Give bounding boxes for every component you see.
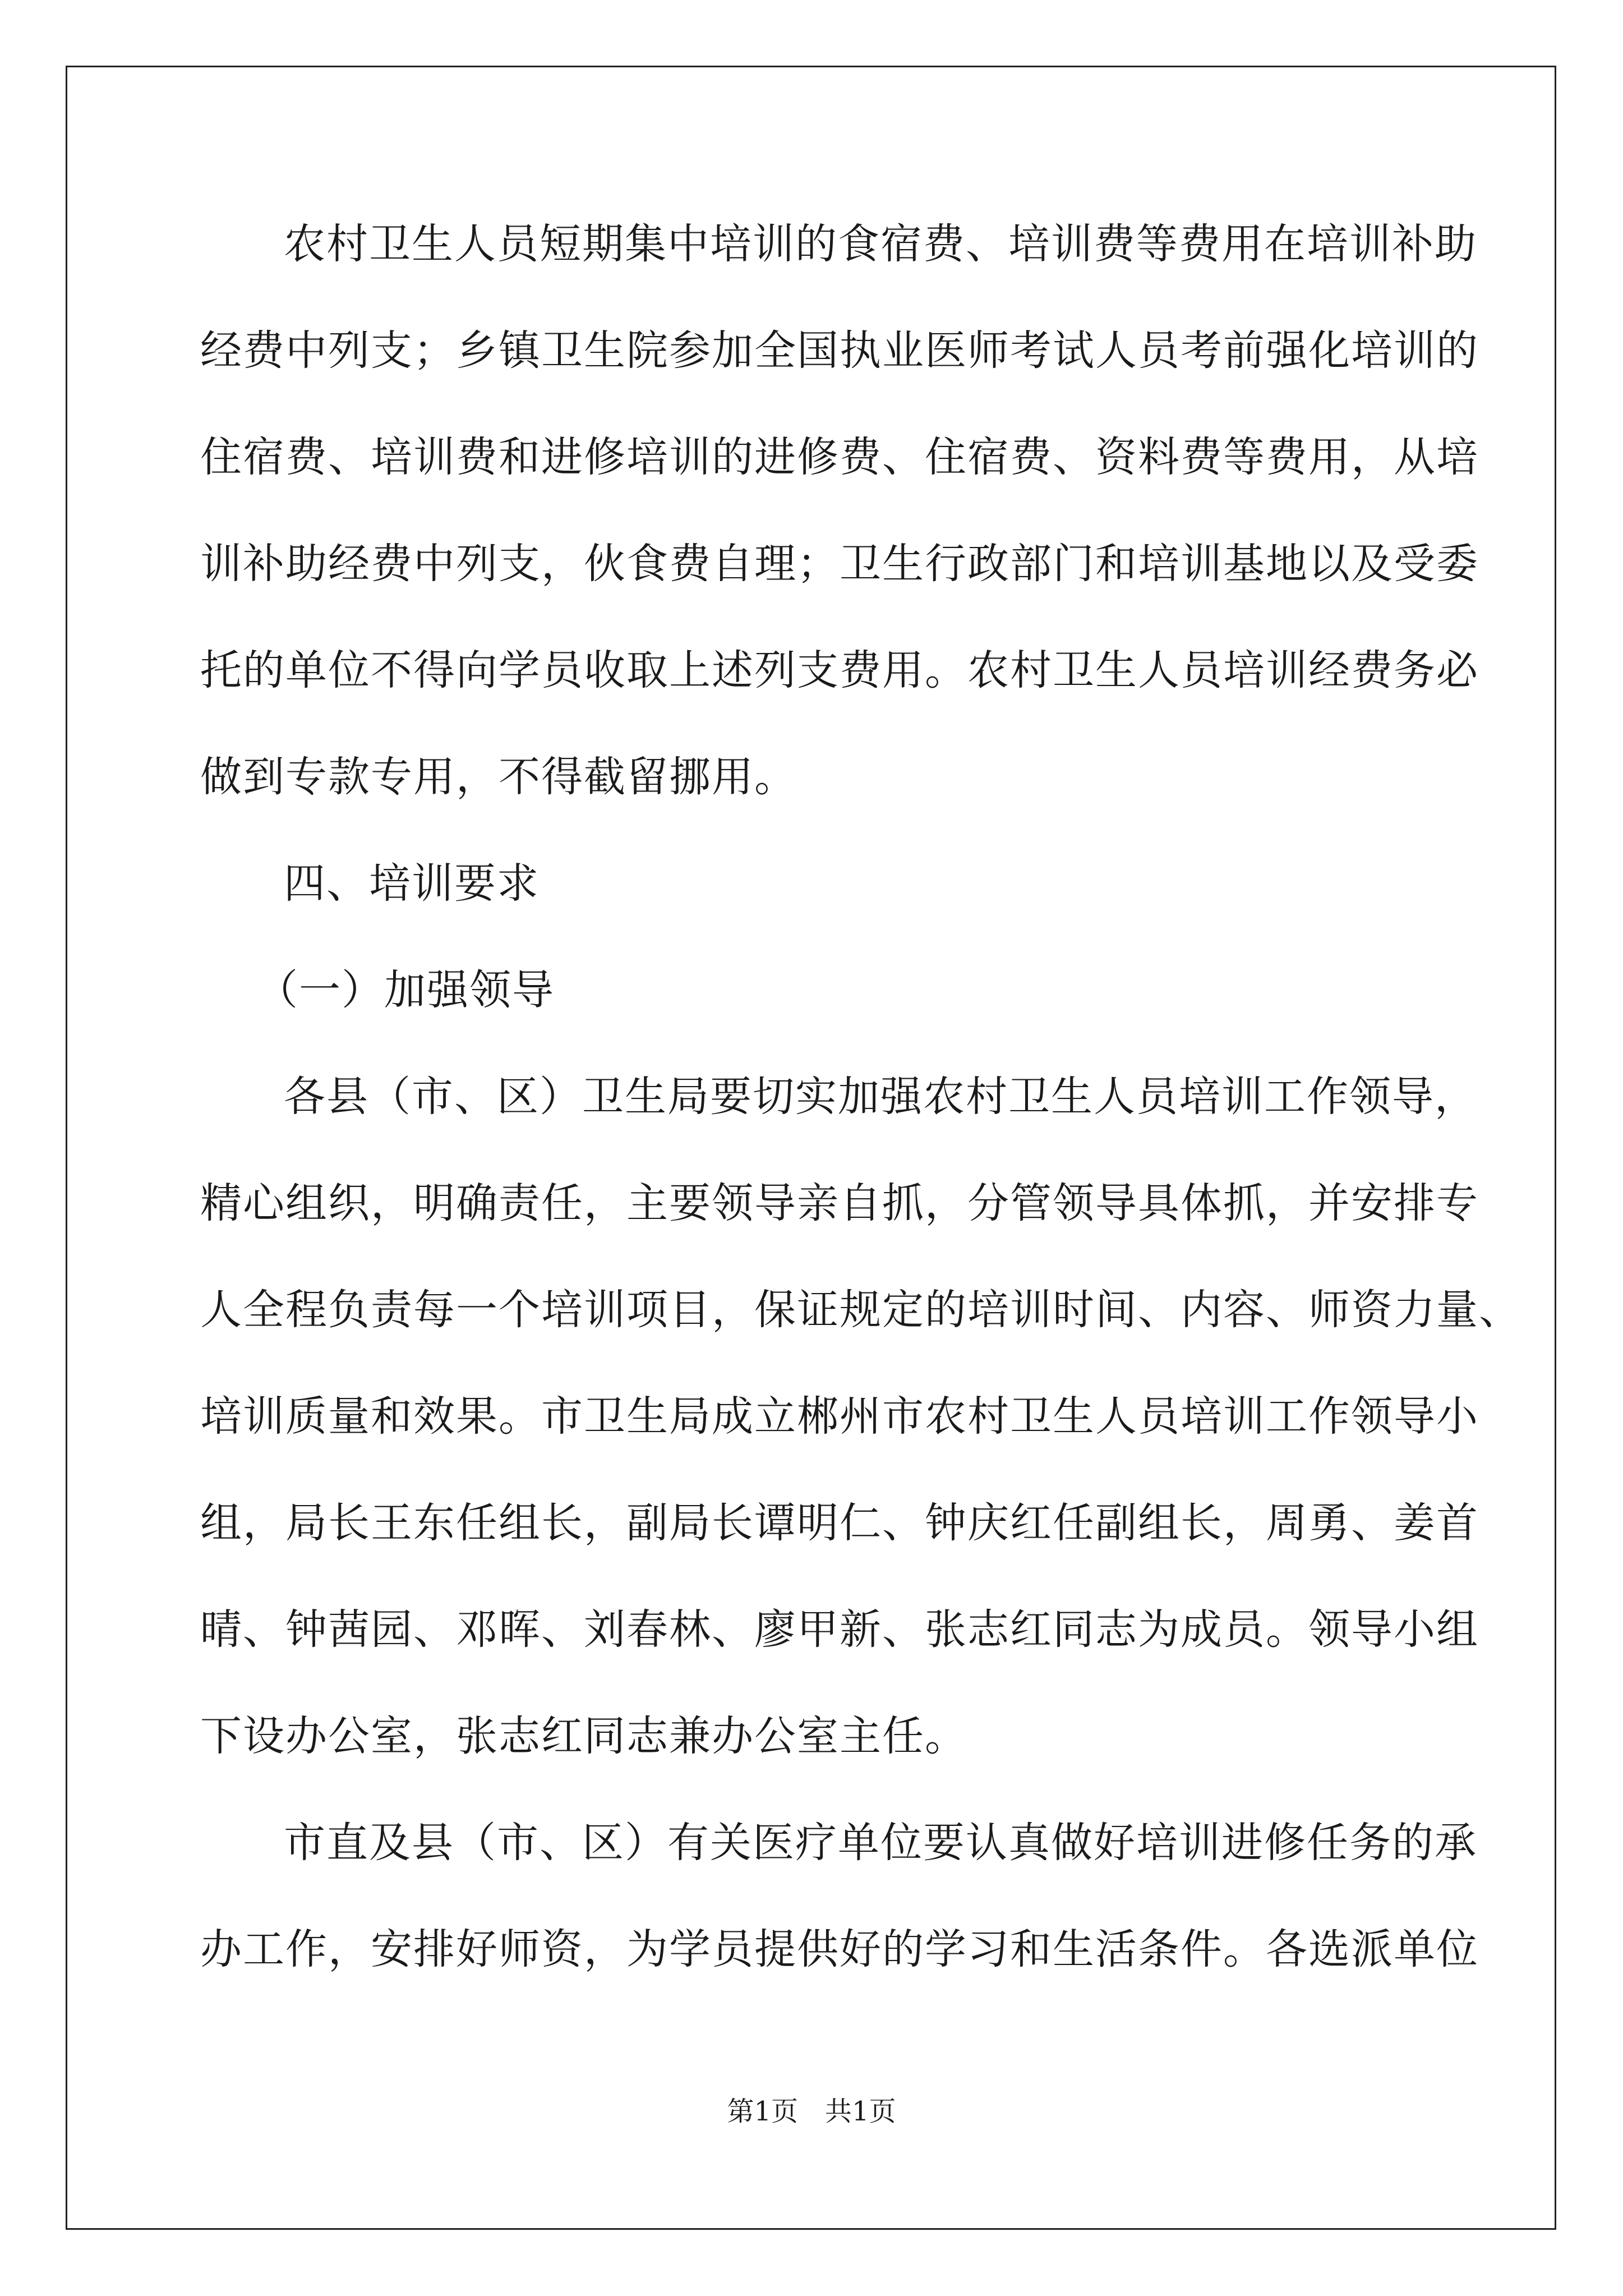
section-heading: 四、培训要求	[284, 859, 540, 908]
paragraph-line-4: 训补助经费中列支，伙食费自理；卫生行政部门和培训基地以及受委	[200, 540, 1479, 588]
paragraph-line-16: 市直及县（市、区）有关医疗单位要认真做好培训进修任务的承	[284, 1819, 1477, 1867]
page-number: 第1页 共1页	[727, 2096, 896, 2127]
paragraph-line-6: 做到专款专用，不得截留挪用。	[200, 753, 797, 801]
page-footer	[0, 2095, 1623, 2128]
paragraph-line-10: 精心组织，明确责任，主要领导亲自抓，分管领导具体抓，并安排专	[200, 1179, 1479, 1227]
paragraph-line-5: 托的单位不得向学员收取上述列支费用。农村卫生人员培训经费务必	[200, 646, 1479, 694]
paragraph-line-3: 住宿费、培训费和进修培训的进修费、住宿费、资料费等费用，从培	[200, 433, 1479, 481]
paragraph-line-15: 下设办公室，张志红同志兼办公室主任。	[200, 1712, 967, 1760]
paragraph-line-13: 组，局长王东任组长，副局长谭明仁、钟庆红任副组长，周勇、姜首	[200, 1499, 1479, 1547]
paragraph-line-2: 经费中列支；乡镇卫生院参加全国执业医师考试人员考前强化培训的	[200, 326, 1479, 375]
subsection-heading: （一）加强领导	[256, 966, 555, 1014]
paragraph-line-11: 人全程负责每一个培训项目，保证规定的培训时间、内容、师资力量、	[200, 1286, 1521, 1334]
paragraph-line-1: 农村卫生人员短期集中培训的食宿费、培训费等费用在培训补助	[284, 220, 1477, 268]
paragraph-line-9: 各县（市、区）卫生局要切实加强农村卫生人员培训工作领导，	[284, 1073, 1477, 1121]
paragraph-line-14: 晴、钟茜园、邓晖、刘春林、廖甲新、张志红同志为成员。领导小组	[200, 1605, 1479, 1654]
paragraph-line-12: 培训质量和效果。市卫生局成立郴州市农村卫生人员培训工作领导小	[200, 1392, 1479, 1441]
page-border	[66, 66, 1556, 2230]
paragraph-line-17: 办工作，安排好师资，为学员提供好的学习和生活条件。各选派单位	[200, 1925, 1479, 1973]
